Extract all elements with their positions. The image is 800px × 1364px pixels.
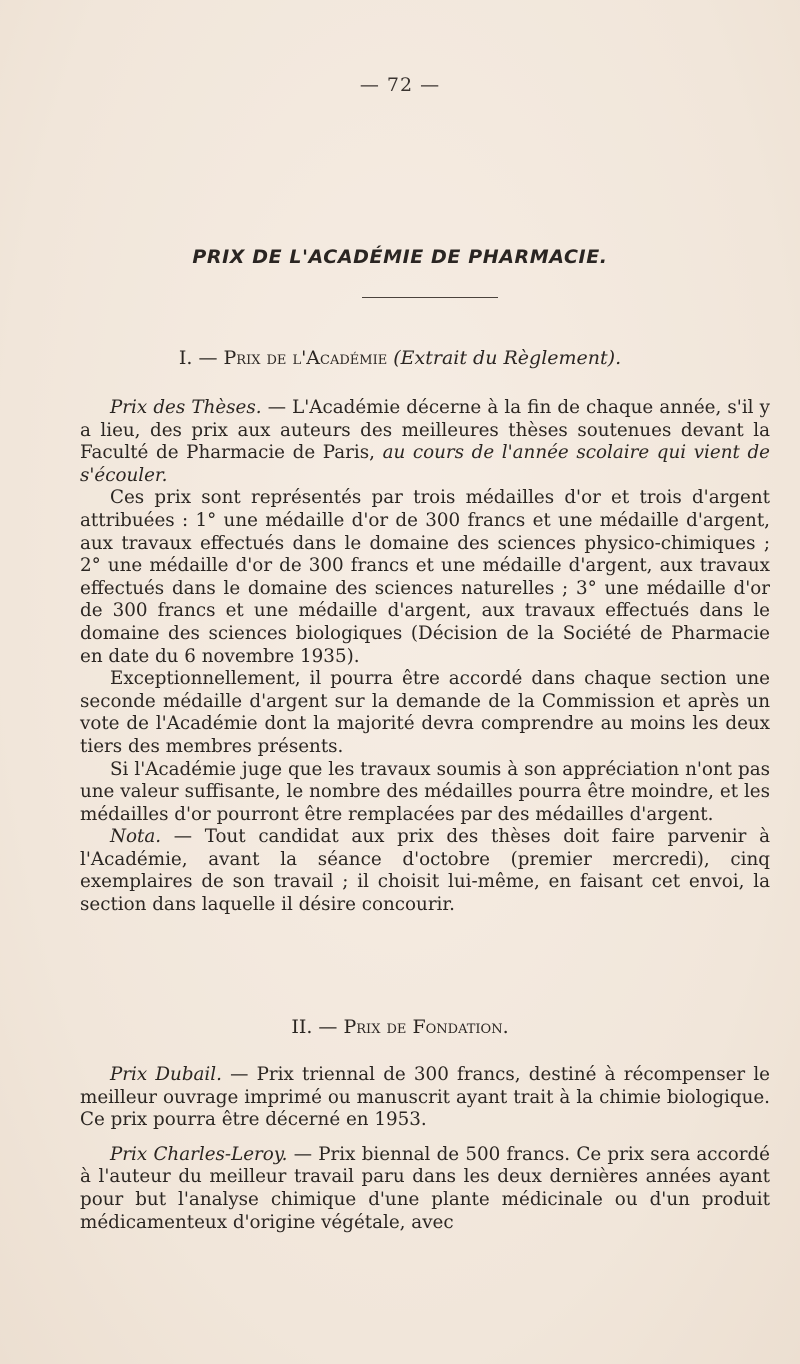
section-2-heading: Prix de Fondation. [343, 1016, 509, 1038]
section-2-number: II. — [291, 1016, 338, 1038]
page-number: — 72 — [359, 74, 441, 96]
value-paragraph: Si l'Académie juge que les travaux soumis à son appréciation n'ont pas une valeur suffisante, le nombre des médailles pourra être moindre, et les médailles d'or pourront être remplacées par des médailles d'argent. [80, 758, 770, 825]
dubail-paragraph [80, 1064, 770, 1132]
theses-text: — L'Académie décerne à la fin de chaque année, s'il y a lieu, des prix aux auteurs des meilleures thèses soutenues devant la Faculté de Pharmacie de Paris, [80, 397, 770, 464]
dubail-text: — Prix triennal de 300 francs, destiné à récompenser le meilleur ouvrage imprimé ou manuscrit ayant trait à la chimie biologique. Ce prix pourra être décerné en 1953. [80, 1064, 770, 1131]
theses-paragraph [80, 397, 770, 487]
theses-label: Prix des Thèses. [110, 397, 262, 418]
page-title: PRIX DE L'ACADÉMIE DE PHARMACIE. [192, 246, 608, 268]
leroy-text: — Prix biennal de 500 francs. Ce prix sera accordé à l'auteur du meilleur travail paru dans les deux dernières années ayant pour but l'analyse chimique d'une plante médicinale ou d'un produit médicamenteux d'origine végétale, avec [80, 1143, 770, 1233]
theses-emphasis: au cours de l'année scolaire qui vient de s'écouler. [80, 442, 770, 486]
section-heading-2 [0, 1016, 800, 1038]
leroy-paragraph [80, 1144, 770, 1234]
leroy-label: Prix Charles-Leroy. [110, 1143, 288, 1165]
nota-label: Nota. [110, 826, 162, 848]
nota-text: — Tout candidat aux prix des thèses doit faire parvenir à l'Académie, avant la séance d'octobre (premier mercredi), cinq exemplaires de son travail ; il choisit lui-même, en faisant cet envoi, la section dans laquelle il désire concourir. [80, 826, 770, 916]
nota-paragraph [80, 826, 770, 916]
medals-paragraph: Ces prix sont représentés par trois médailles d'or et trois d'argent attribuées : 1° une médaille d'or de 300 francs et une médaille d'argent, aux travaux effectués dans le domaine des sciences physico-chimiques ; 2° une médaille d'or de 300 francs et une médaille d'argent, aux travaux effectués dans le domaine des sciences naturelles ; 3° une médaille d'or de 300 francs et une médaille d'argent, aux travaux effectués dans le domaine des sciences biologiques (Décision de la Société de Pharmacie en date du 6 novembre 1935). [80, 487, 770, 667]
section-heading-1 [0, 347, 800, 369]
section-2-body [80, 1064, 770, 1234]
title-divider [362, 297, 498, 298]
section-1-number: I. — [178, 347, 218, 369]
section-1-heading: Prix de l'Académie [223, 347, 388, 369]
dubail-label: Prix Dubail. [110, 1064, 222, 1085]
section-1-heading-note: (Extrait du Règlement). [393, 347, 622, 369]
section-1-body [80, 397, 770, 917]
exception-paragraph: Exceptionnellement, il pourra être accordé dans chaque section une seconde médaille d'argent sur la demande de la Commission et après un vote de l'Académie dont la majorité devra comprendre au moins les deux tiers des membres présents. [80, 668, 770, 757]
